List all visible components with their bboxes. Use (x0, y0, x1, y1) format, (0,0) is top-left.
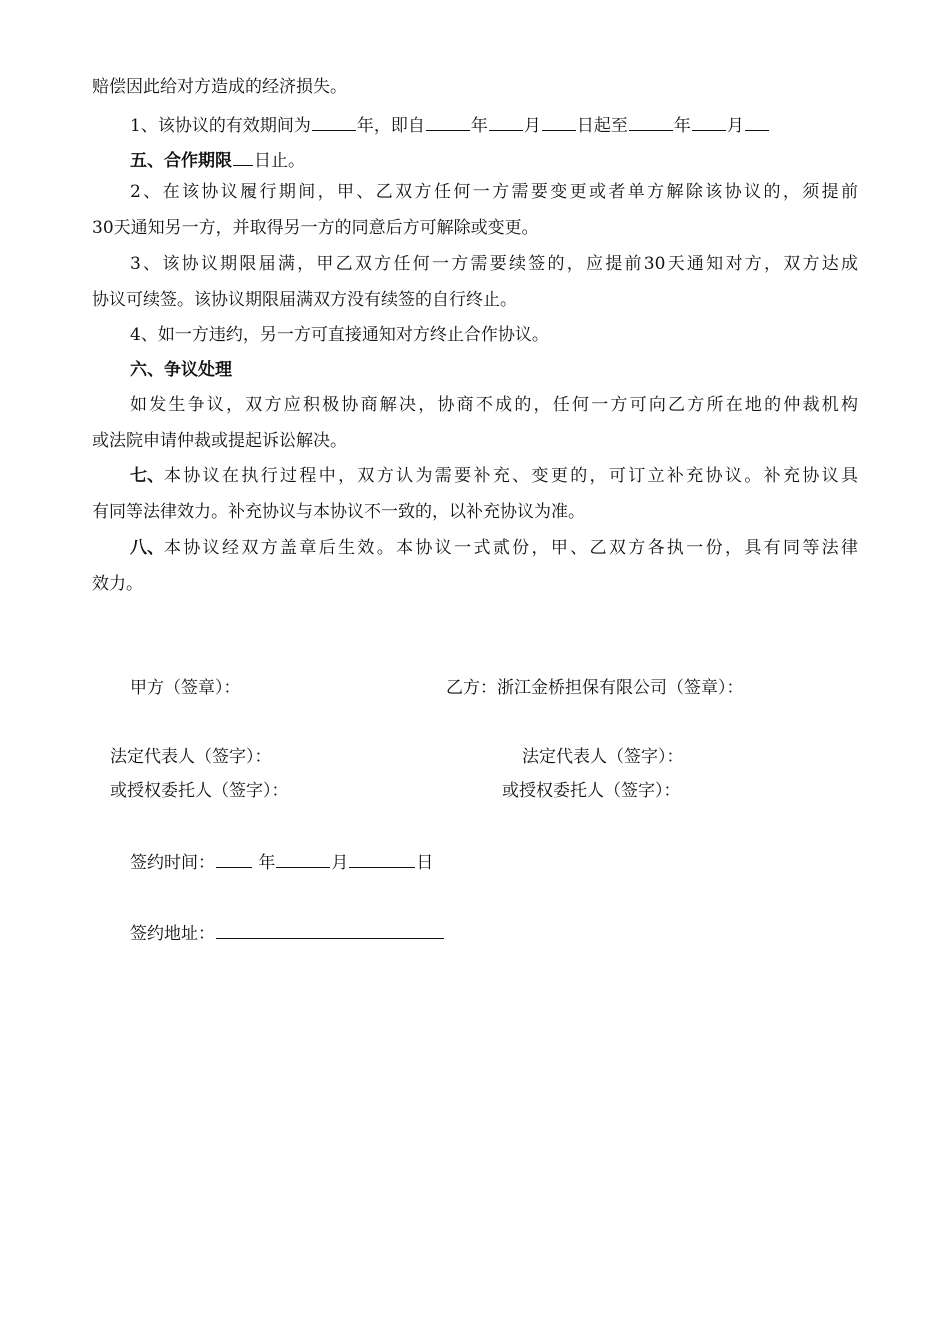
date-label: 签约时间： (130, 853, 215, 873)
paragraph-8-line-2: 效力。 (92, 574, 143, 594)
blank-field (216, 849, 252, 868)
paragraph-7-line-1 (130, 465, 858, 487)
signing-address (130, 920, 445, 945)
section-5-heading (130, 147, 305, 172)
text-segment: 月 (523, 116, 541, 136)
blank-field (312, 112, 356, 131)
paragraph-2-line-1: 2、在该协议履行期间，甲、乙双方任何一方需要变更或者单方解除该协议的，须提前 (130, 182, 858, 202)
blank-field (426, 112, 470, 131)
party-a-seal-label: 甲方（签章）： (130, 678, 241, 698)
paragraph-3-line-1: 3、该协议期限届满，甲乙双方任何一方需要续签的，应提前30天通知对方，双方达成 (130, 254, 858, 274)
blank-field (233, 147, 253, 166)
blank-field (542, 112, 576, 131)
signing-date (130, 849, 433, 874)
party-b-agent-label: 或授权委托人（签字）： (502, 781, 681, 801)
blank-field (216, 920, 444, 939)
paragraph-3-line-2: 协议可续签。该协议期限届满双方没有续签的自行终止。 (92, 290, 517, 310)
blank-field (349, 849, 415, 868)
text-segment: 月 (331, 853, 349, 873)
party-a-agent-label: 或授权委托人（签字）： (110, 781, 289, 801)
paragraph-6-line-2: 或法院申请仲裁或提起诉讼解决。 (92, 431, 347, 451)
blank-field (276, 849, 330, 868)
text-segment: 年 (673, 116, 691, 136)
text-segment: 本协议经双方盖章后生效。本协议一式贰份，甲、乙双方各执一份，具有同等法律 (164, 538, 858, 558)
text-segment: 日 (416, 853, 434, 873)
section-6-heading: 六、争议处理 (130, 360, 232, 380)
paragraph-2-line-2: 30天通知另一方，并取得另一方的同意后方可解除或变更。 (92, 218, 539, 238)
blank-field (692, 112, 726, 131)
text-segment: 日起至 (576, 116, 628, 136)
paragraph-7-line-2: 有同等法律效力。补充协议与本协议不一致的，以补充协议为准。 (92, 502, 585, 522)
blank-field (629, 112, 673, 131)
party-b-seal-label: 乙方：浙江金桥担保有限公司（签章）： (446, 678, 744, 698)
text-segment: 年，即自 (356, 116, 425, 136)
section-title: 五、合作期限 (130, 151, 232, 171)
blank-field (489, 112, 523, 131)
paragraph-8-line-1 (130, 537, 858, 559)
text-segment: 年 (258, 853, 276, 873)
text-segment: 年 (470, 116, 488, 136)
party-a-rep-label: 法定代表人（签字）： (110, 747, 272, 767)
blank-field (745, 112, 769, 131)
paragraph-compensation: 赔偿因此给对方造成的经济损失。 (92, 77, 347, 97)
text-segment: 月 (726, 116, 744, 136)
paragraph-6-line-1: 如发生争议，双方应积极协商解决，协商不成的，任何一方可向乙方所在地的仲裁机构 (130, 395, 858, 415)
section-7-number: 七、 (130, 466, 164, 486)
text-segment: 1、该协议的有效期间为 (130, 116, 311, 136)
paragraph-validity-period (130, 112, 770, 137)
text-segment: 日止。 (254, 151, 305, 171)
address-label: 签约地址： (130, 924, 215, 944)
section-8-number: 八、 (130, 538, 164, 558)
text-segment: 本协议在执行过程中，双方认为需要补充、变更的，可订立补充协议。补充协议具 (164, 466, 858, 486)
paragraph-4: 4、如一方违约，另一方可直接通知对方终止合作协议。 (130, 325, 549, 345)
party-b-rep-label: 法定代表人（签字）： (522, 747, 684, 767)
